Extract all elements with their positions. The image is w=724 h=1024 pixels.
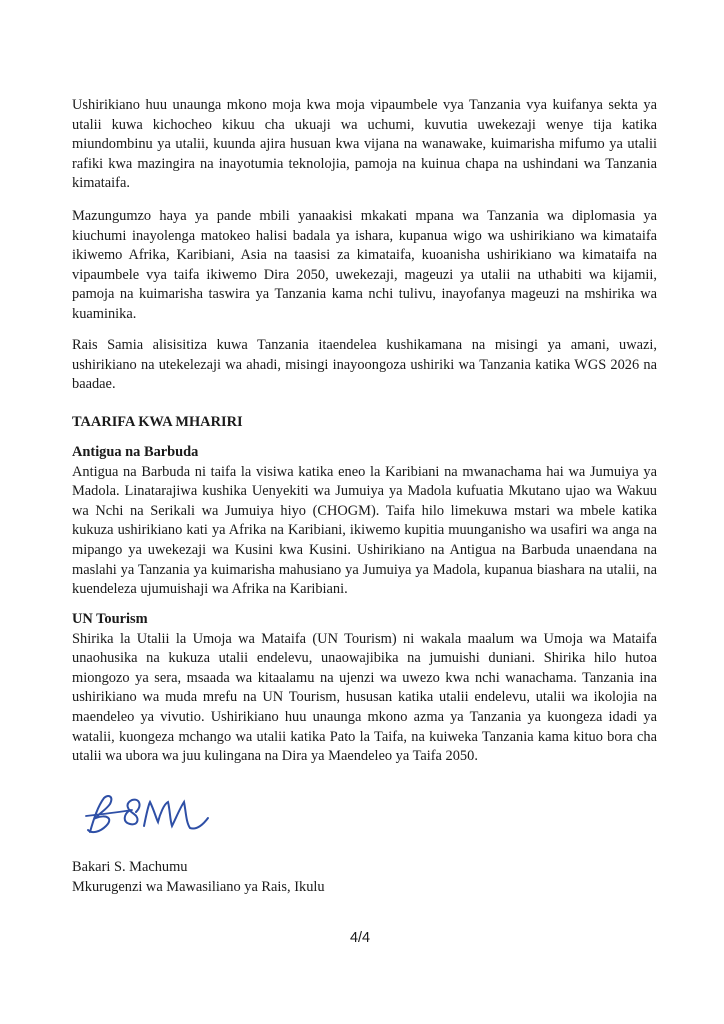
section-title: UN Tourism	[72, 611, 148, 627]
editor-notes-heading: TAARIFA KWA MHARIRI	[72, 414, 243, 430]
section-antigua-barbuda	[72, 443, 657, 600]
section-title: Antigua na Barbuda	[72, 444, 199, 460]
section-body: Shirika la Utalii la Umoja wa Mataifa (UN Tourism) ni wakala maalum wa Umoja wa Mataifa unaohusika na kukuza utalii endelevu, unaowajibika na jumuishi duniani. Shirika hilo hutoa miongozo ya sera, msaada wa kitaalamu na ujenzi wa uwezo kwa nchi wanachama. Tanzania ina ushirikiano wa muda mrefu na UN Tourism, hususan katika utalii endelevu, utalii wa ikolojia na maendeleo ya vivutio. Ushirikiano huu unaunga mkono azma ya Tanzania ya kuongeza idadi ya watalii, kuongeza mchango wa utalii katika Pato la Taifa, na kuiweka Tanzania kama kituo bora cha utalii wa ubora wa juu kulingana na Dira ya Maendeleo ya Taifa 2050.	[72, 630, 657, 765]
section-un-tourism	[72, 610, 657, 767]
paragraph-economic-diplomacy: Mazungumzo haya ya pande mbili yanaakisi mkakati mpana wa Tanzania wa diplomasia ya kiuchumi inayolenga matokeo halisi badala ya ishara, kupanua wigo wa ushirikiano wa kimataifa ikiwemo Afrika, Karibiani, Asia na taasisi za kimataifa, kuoanisha ushirikiano wa kimataifa na vipaumbele vya taifa ikiwemo Dira 2050, uwekezaji, mageuzi ya utalii na uthabiti wa kijamii, pamoja na kuimarisha taswira ya Tanzania kama nchi tulivu, inayofanya mageuzi na mshirika wa kuaminika.	[72, 208, 657, 322]
handwritten-signature	[84, 788, 214, 848]
paragraph-tourism-priorities: Ushirikiano huu unaunga mkono moja kwa moja vipaumbele vya Tanzania vya kuifanya sekta ya utalii kuwa kichocheo kikuu cha ukuaji wa uchumi, kuvutia uwekezaji wenye tija katika miundombinu ya utalii, kuunda ajira husuan kwa vijana na wanawake, kuimarisha mifumo ya utalii rafiki kwa mazingira na inayotumia teknolojia, pamoja na kuinua chapa na ushindani wa Tanzania kimataifa.	[72, 97, 657, 192]
paragraph-president-commitment: Rais Samia alisisitiza kuwa Tanzania itaendelea kushikamana na misingi ya amani, uwazi, ushirikiano na utekelezaji wa ahadi, misingi inayoongoza ushiriki wa Tanzania katika WGS 2026 na baadae.	[72, 337, 657, 393]
page-number: 4/4	[349, 930, 370, 946]
section-body: Antigua na Barbuda ni taifa la visiwa katika eneo la Karibiani na mwanachama hai wa Jumuiya ya Madola. Linatarajiwa kushika Uenyekiti wa Jumuiya ya Madola kufuatia Mkutano ujao wa Wakuu wa Nchi na Serikali wa Jumuiya hiyo (CHOGM). Taifa hilo limekuwa mstari wa mbele katika kukuza ushirikiano kati ya Afrika na Karibiani, ikiwemo kupitia muunganisho wa usafiri wa anga na mipango ya uwekezaji wa Kusini kwa Kusini. Ushirikiano na Antigua na Barbuda unaendana na maslahi ya Tanzania ya kuimarisha mahusiano ya Jumuiya ya Madola, kupanua biashara na utalii, na kuendeleza ujumuishaji wa Afrika na Karibiani.	[72, 463, 657, 598]
signatory-name: Bakari S. Machumu	[72, 859, 188, 875]
signatory-title: Mkurugenzi wa Mawasiliano ya Rais, Ikulu	[72, 878, 325, 895]
signatory-block	[72, 858, 325, 897]
